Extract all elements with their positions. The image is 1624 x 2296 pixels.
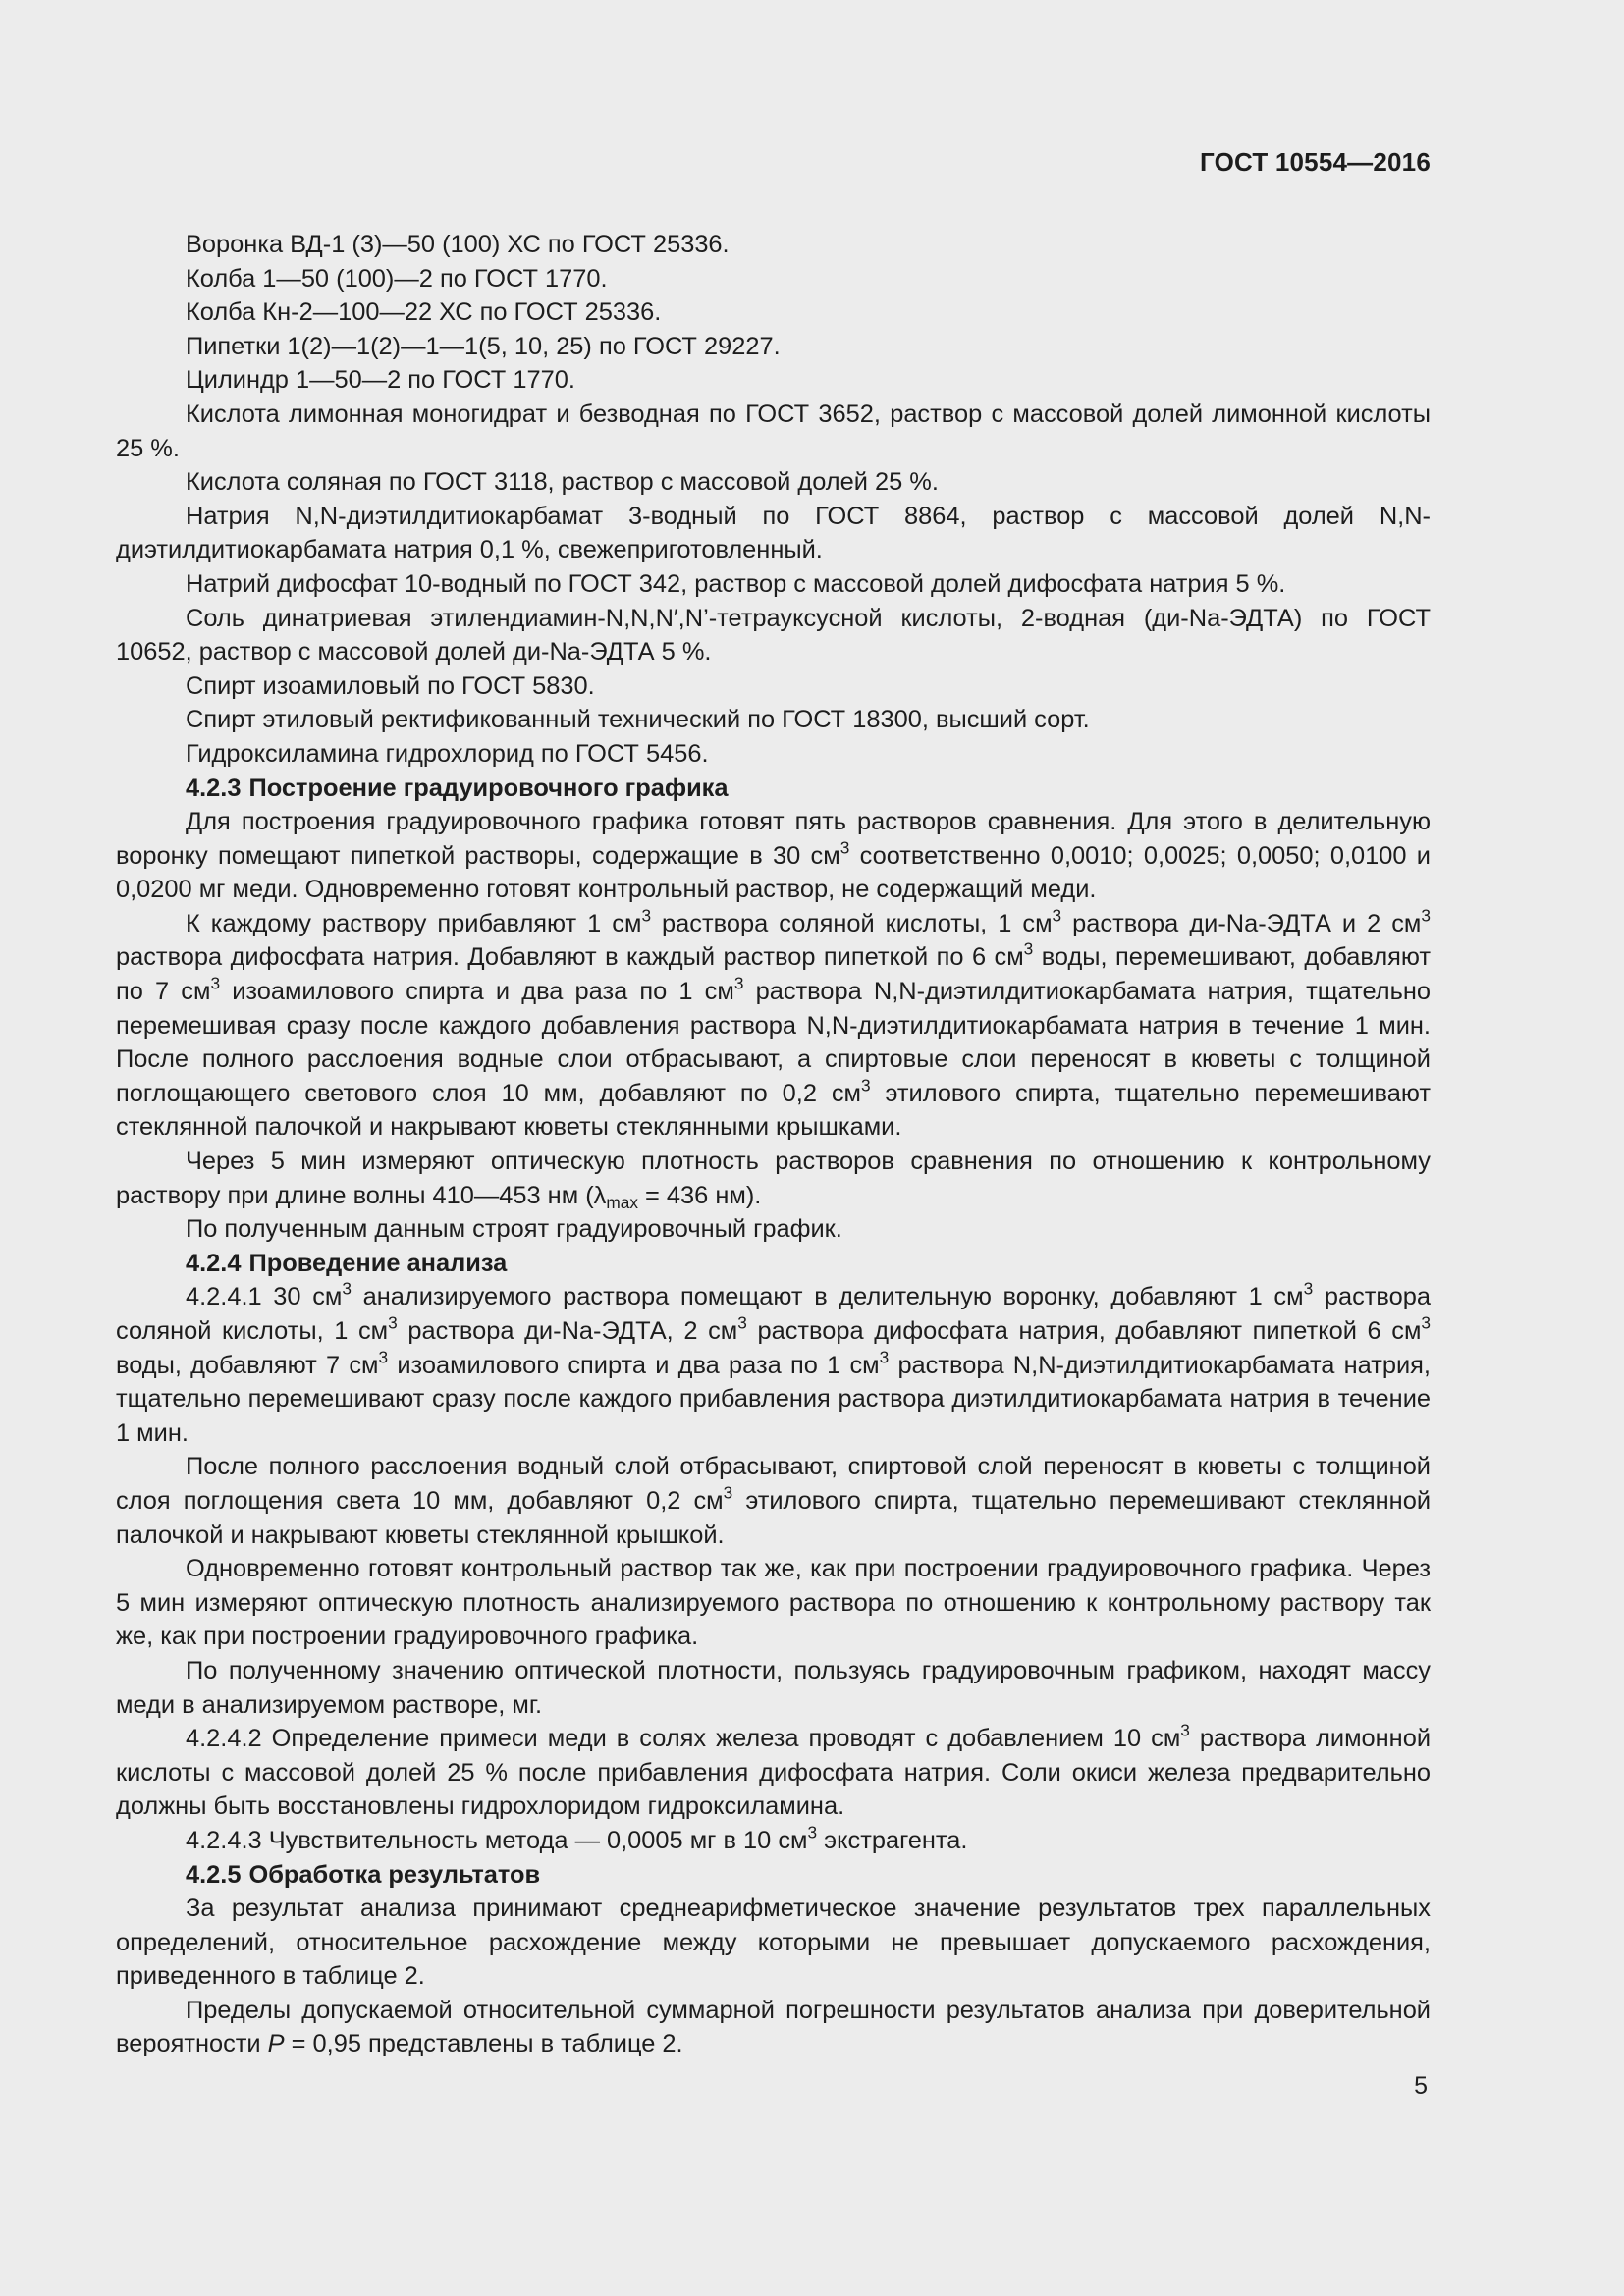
superscript: 3 [1023,938,1034,959]
text-run: После полного расслоения водный слой отбрасывают, спиртовой слой переносят в кюветы с толщиной слоя поглощения света 10 мм, добавляют 0,2 см [116,1453,1431,1515]
equipment-item: Цилиндр 1—50—2 по ГОСТ 1770. [186,366,575,395]
text-run: = 0,95 представлены в таблице 2. [284,2030,683,2058]
text-run: соответственно 0,0010; 0,0025; 0,0050; 0,0100 и 0,0200 мг меди. Одновременно готовят контрольный раствор, не содержащий меди. [116,841,1431,904]
superscript: 3 [839,836,850,857]
text-run: Для построения градуировочного графика готовят пять растворов сравнения. Для этого в делительную воронку помещают пипеткой растворы, содержащие в 30 см [116,808,1431,870]
reagent-item: Натрия N,N-диэтилдитиокарбамат 3-водный по ГОСТ 8864, раствор с массовой долей N,N-диэтилдитиокарбамата натрия 0,1 %, свежеприготовленный. [116,502,1431,564]
superscript: 3 [342,1278,352,1299]
paragraph: За результат анализа принимают среднеарифметическое значение результатов трех параллельных определений, относительное расхождение между которыми не превышает допускаемого расхождения, приведенного в таблице 2. [116,1895,1431,1991]
paragraph [116,1824,1431,1858]
equipment-item: Воронка ВД-1 (3)—50 (100) ХС по ГОСТ 25336. [186,231,730,258]
reagent-item: Кислота лимонная моногидрат и безводная по ГОСТ 3652, раствор с массовой долей лимонной кислоты 25 %. [116,400,1431,462]
text-run: раствора N,N-диэтилдитиокарбамата натрия, тщательно перемешивают сразу после каждого прибавления раствора диэтилдитиокарбамата натрия в течение 1 мин. [116,1351,1431,1447]
text-run: раствора N,N-диэтилдитиокарбамата натрия, тщательно перемешивая сразу после каждого добавления раствора N,N-диэтилдитиокарбамата натрия в течение 1 мин. После полного расслоения водные слои отбрасывают, а спиртовые слои переносят в кюветы с толщиной поглощающего светового слоя 10 мм, добавляют по 0,2 см [116,978,1431,1107]
text-run: раствора лимонной кислоты с массовой долей 25 % после прибавления дифосфата натрия. Соли окиси железа предварительно должны быть восстановлены гидрохлоридом гидроксиламина. [116,1725,1431,1821]
text-run: 4.2.4.3 Чувствительность метода — 0,0005 мг в 10 см [186,1826,808,1854]
paragraph [116,1722,1431,1824]
superscript: 3 [1421,1312,1432,1333]
superscript: 3 [1303,1278,1314,1299]
section-title: Проведение анализа [248,1249,508,1277]
variable-p: P [267,2030,285,2058]
section-number: 4.2.3 [186,774,242,802]
section-title: Обработка результатов [248,1860,541,1889]
text-run: раствора ди-Na-ЭДТА и 2 см [1061,909,1422,937]
text-run: раствора ди-Na-ЭДТА, 2 см [397,1317,738,1345]
paragraph [116,907,1431,1145]
section-heading-4-2-4 [116,1247,1431,1281]
equipment-item: Колба Кн-2—100—22 ХС по ГОСТ 25336. [186,298,662,327]
section-heading-4-2-5 [116,1858,1431,1893]
reagent-item: Спирт этиловый ректификованный технический по ГОСТ 18300, высший сорт. [186,706,1090,734]
reagent-item: Кислота соляная по ГОСТ 3118, раствор с массовой долей 25 %. [186,468,939,497]
text-run: раствора соляной кислоты, 1 см [116,1283,1431,1345]
reagent-item: Спирт изоамиловый по ГОСТ 5830. [186,671,595,700]
text-run: раствора дифосфата натрия. Добавляют в каждый раствор пипеткой по 6 см [116,943,1024,972]
reagent-item: Гидроксиламина гидрохлорид по ГОСТ 5456. [186,739,709,768]
section-number: 4.2.4 [186,1249,242,1277]
superscript: 3 [388,1312,398,1333]
text-run: анализируемого раствора помещают в делительную воронку, добавляют 1 см [351,1283,1304,1311]
superscript: 3 [807,1822,818,1842]
paragraph: По полученным данным строят градуировочный график. [186,1215,842,1244]
section-title: Построение градуировочного графика [248,774,729,802]
paragraph [116,1450,1431,1552]
superscript: 3 [1180,1720,1190,1740]
text-run: раствора дифосфата натрия, добавляют пипеткой 6 см [746,1317,1422,1345]
text-run: 4.2.4.1 30 см [186,1283,343,1311]
superscript: 3 [1421,905,1431,926]
text-run: Через 5 мин измеряют оптическую плотность растворов сравнения по отношению к контрольному раствору при длине волны 410—453 нм (λ [116,1148,1431,1209]
text-run: воды, добавляют 7 см [116,1351,379,1379]
reagent-item: Натрий дифосфат 10-водный по ГОСТ 342, раствор с массовой долей дифосфата натрия 5 %. [186,569,1286,598]
paragraph [116,1280,1431,1450]
text-run: изоамилового спирта и два раза по 1 см [388,1351,880,1379]
text-run: воды, перемешивают, добавляют по 7 см [116,943,1431,1006]
superscript: 3 [641,905,652,926]
superscript: 3 [737,1312,747,1333]
subscript: max [606,1192,638,1212]
superscript: 3 [210,973,221,993]
superscript: 3 [733,973,744,993]
paragraph: По полученному значению оптической плотности, пользуясь градуировочным графиком, находят массу меди в анализируемом растворе, мг. [116,1656,1431,1719]
paragraph [116,1994,1431,2061]
page-number: 5 [1414,2072,1428,2100]
section-heading-4-2-3 [116,772,1431,806]
equipment-item: Колба 1—50 (100)—2 по ГОСТ 1770. [186,264,608,293]
paragraph [116,1145,1431,1212]
text-run: этилового спирта, тщательно перемешивают стеклянной палочкой и накрывают кюветы стеклянными крышками. [116,1079,1431,1142]
superscript: 3 [378,1346,389,1366]
superscript: 3 [861,1075,871,1095]
superscript: 3 [723,1482,733,1503]
section-number: 4.2.5 [186,1860,242,1889]
superscript: 3 [1052,905,1062,926]
text-run: = 436 нм). [637,1181,762,1209]
text-run: изоамилового спирта и два раза по 1 см [220,978,734,1006]
text-run: Пределы допускаемой относительной суммарной погрешности результатов анализа при доверительной вероятности [116,1996,1431,2058]
text-run: 4.2.4.2 Определение примеси меди в солях железа проводят с добавлением 10 см [186,1725,1181,1753]
text-run: экстрагента. [817,1826,968,1854]
reagent-item: Соль динатриевая этилендиамин-N,N,N′,N’-тетрауксусной кислоты, 2-водная (ди-Na-ЭДТА) по ГОСТ 10652, раствор с массовой долей ди-Na-ЭДТА 5 %. [116,604,1431,667]
document-body [116,228,1431,2061]
doc-header: ГОСТ 10554—2016 [1200,147,1431,177]
equipment-item: Пипетки 1(2)—1(2)—1—1(5, 10, 25) по ГОСТ 29227. [186,332,781,360]
superscript: 3 [879,1346,890,1366]
text-run: раствора соляной кислоты, 1 см [651,909,1053,937]
paragraph [116,805,1431,907]
paragraph: Одновременно готовят контрольный раствор так же, как при построении градуировочного графика. Через 5 мин измеряют оптическую плотность анализируемого раствора по отношению к контрольному раствору так же, как при построении градуировочного графика. [116,1555,1431,1651]
text-run: К каждому раствору прибавляют 1 см [186,909,642,937]
text-run: этилового спирта, тщательно перемешивают стеклянной палочкой и накрывают кюветы стеклянной крышкой. [116,1486,1431,1549]
